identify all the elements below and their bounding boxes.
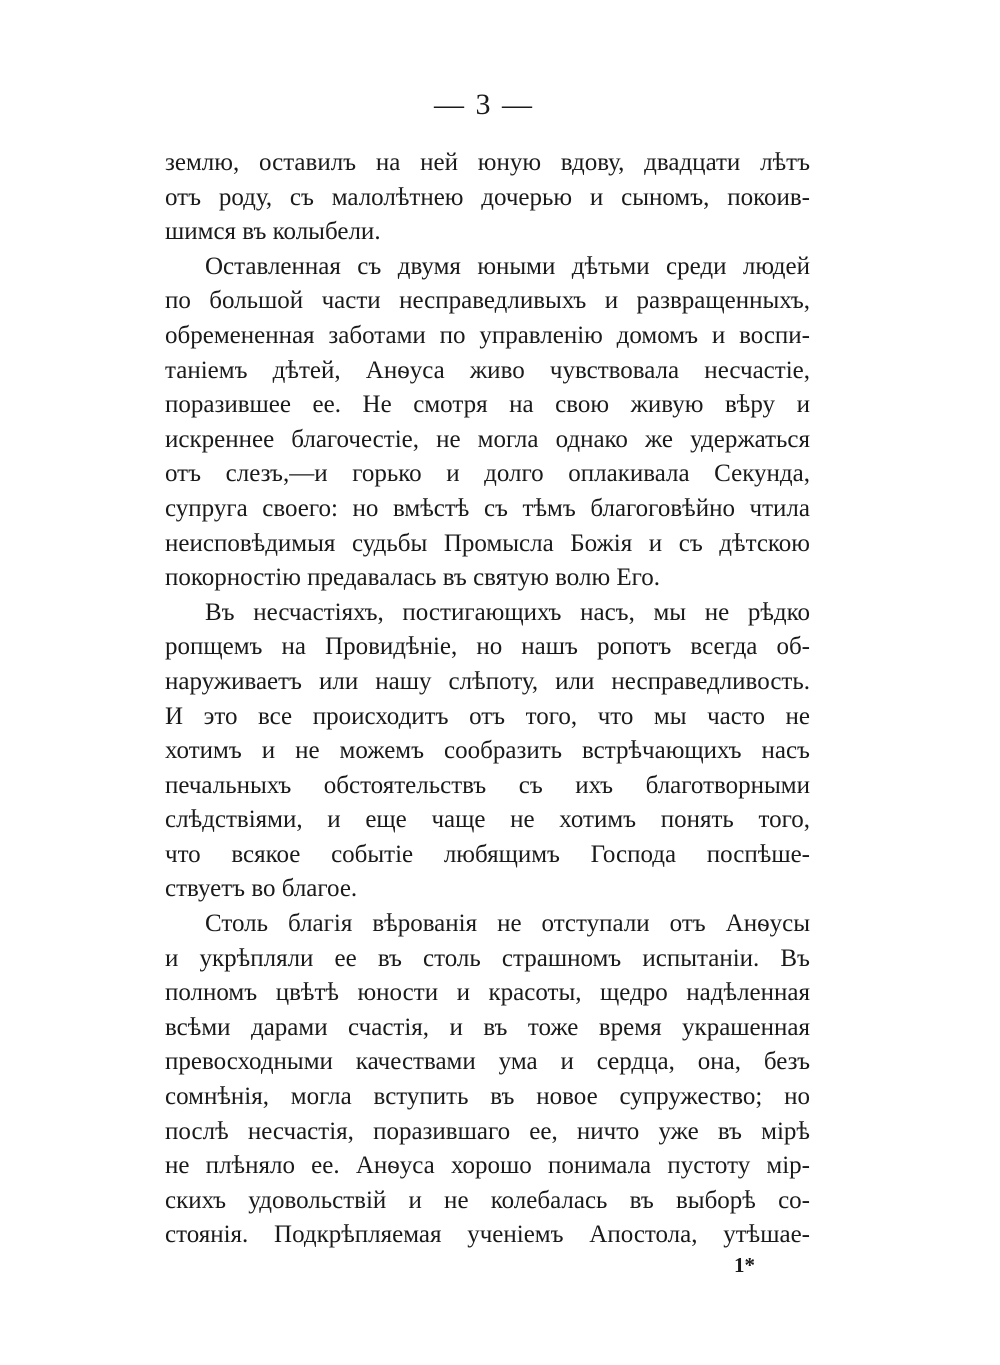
signature-mark: 1*: [734, 1253, 755, 1277]
text-line: ропщемъ на Провидѣніе, но нашъ ропотъ всегда об-: [165, 633, 810, 661]
text-line: покорностію предавалась въ святую волю Его.: [165, 564, 661, 592]
text-line: Въ несчастіяхъ, постигающихъ насъ, мы не рѣдко: [205, 598, 810, 626]
text-line: послѣ несчастія, поразившаго ее, ничто уже въ мірѣ: [165, 1117, 810, 1145]
text-line: поразившее ее. Не смотря на свою живую вѣру и: [165, 391, 810, 419]
text-line: печальныхъ обстоятельствъ съ ихъ благотворными: [165, 771, 810, 799]
text-line: отъ слезъ,—и горько и долго оплакивала Секунда,: [165, 460, 810, 488]
text-line: супруга своего: но вмѣстѣ съ тѣмъ благоговѣйно чтила: [165, 494, 810, 522]
text-line: не плѣняло ее. Анѳуса хорошо понимала пустоту мір-: [165, 1152, 810, 1180]
text-line: сомнѣнія, могла вступить въ новое супружество; но: [165, 1083, 810, 1111]
text-line: Столь благія вѣрованія не отступали отъ Анѳусы: [205, 910, 810, 938]
text-line: превосходными качествами ума и сердца, она, безъ: [165, 1048, 810, 1076]
text-line: скихъ удовольствій и не колебалась въ выборѣ со-: [165, 1186, 810, 1214]
text-line: шимся въ колыбели.: [165, 218, 381, 246]
text-line: ствуетъ во благое.: [165, 875, 358, 903]
text-line: стоянія. Подкрѣпляемая ученіемъ Апостола, утѣшае-: [165, 1221, 810, 1249]
text-line: наруживаетъ или нашу слѣпоту, или несправедливость.: [165, 667, 810, 695]
text-line: по большой части несправедливыхъ и развращенныхъ,: [165, 287, 810, 315]
text-line: слѣдствіями, и еще чаще не хотимъ понять того,: [165, 806, 810, 834]
text-line: что всякое событіе любящимъ Господа поспѣше-: [165, 840, 810, 868]
text-line: обремененная заботами по управленію домомъ и воспи-: [165, 321, 810, 349]
text-line: И это все происходитъ отъ того, что мы часто не: [165, 702, 810, 730]
text-line: хотимъ и не можемъ сообразить встрѣчающихъ насъ: [165, 737, 810, 765]
page-number: — 3 —: [434, 88, 534, 121]
text-line: отъ роду, съ малолѣтнею дочерью и сыномъ, покоив-: [165, 183, 810, 211]
text-line: всѣми дарами счастія, и въ тоже время украшенная: [165, 1013, 810, 1041]
text-line: землю, оставилъ на ней юную вдову, двадцати лѣтъ: [165, 149, 810, 176]
text-line: и укрѣпляли ее въ столь страшномъ испытаніи. Въ: [165, 944, 810, 972]
text-line: искреннее благочестіе, не могла однако же удержаться: [165, 425, 810, 453]
text-line: неисповѣдимыя судьбы Промысла Божія и съ дѣтскою: [165, 529, 810, 557]
text-line: Оставленная съ двумя юными дѣтьми среди людей: [205, 252, 810, 280]
text-line: таніемъ дѣтей, Анѳуса живо чувствовала несчастіе,: [165, 356, 810, 384]
text-line: полномъ цвѣтѣ юности и красоты, щедро надѣленная: [165, 979, 810, 1007]
body-text: [165, 146, 810, 1253]
